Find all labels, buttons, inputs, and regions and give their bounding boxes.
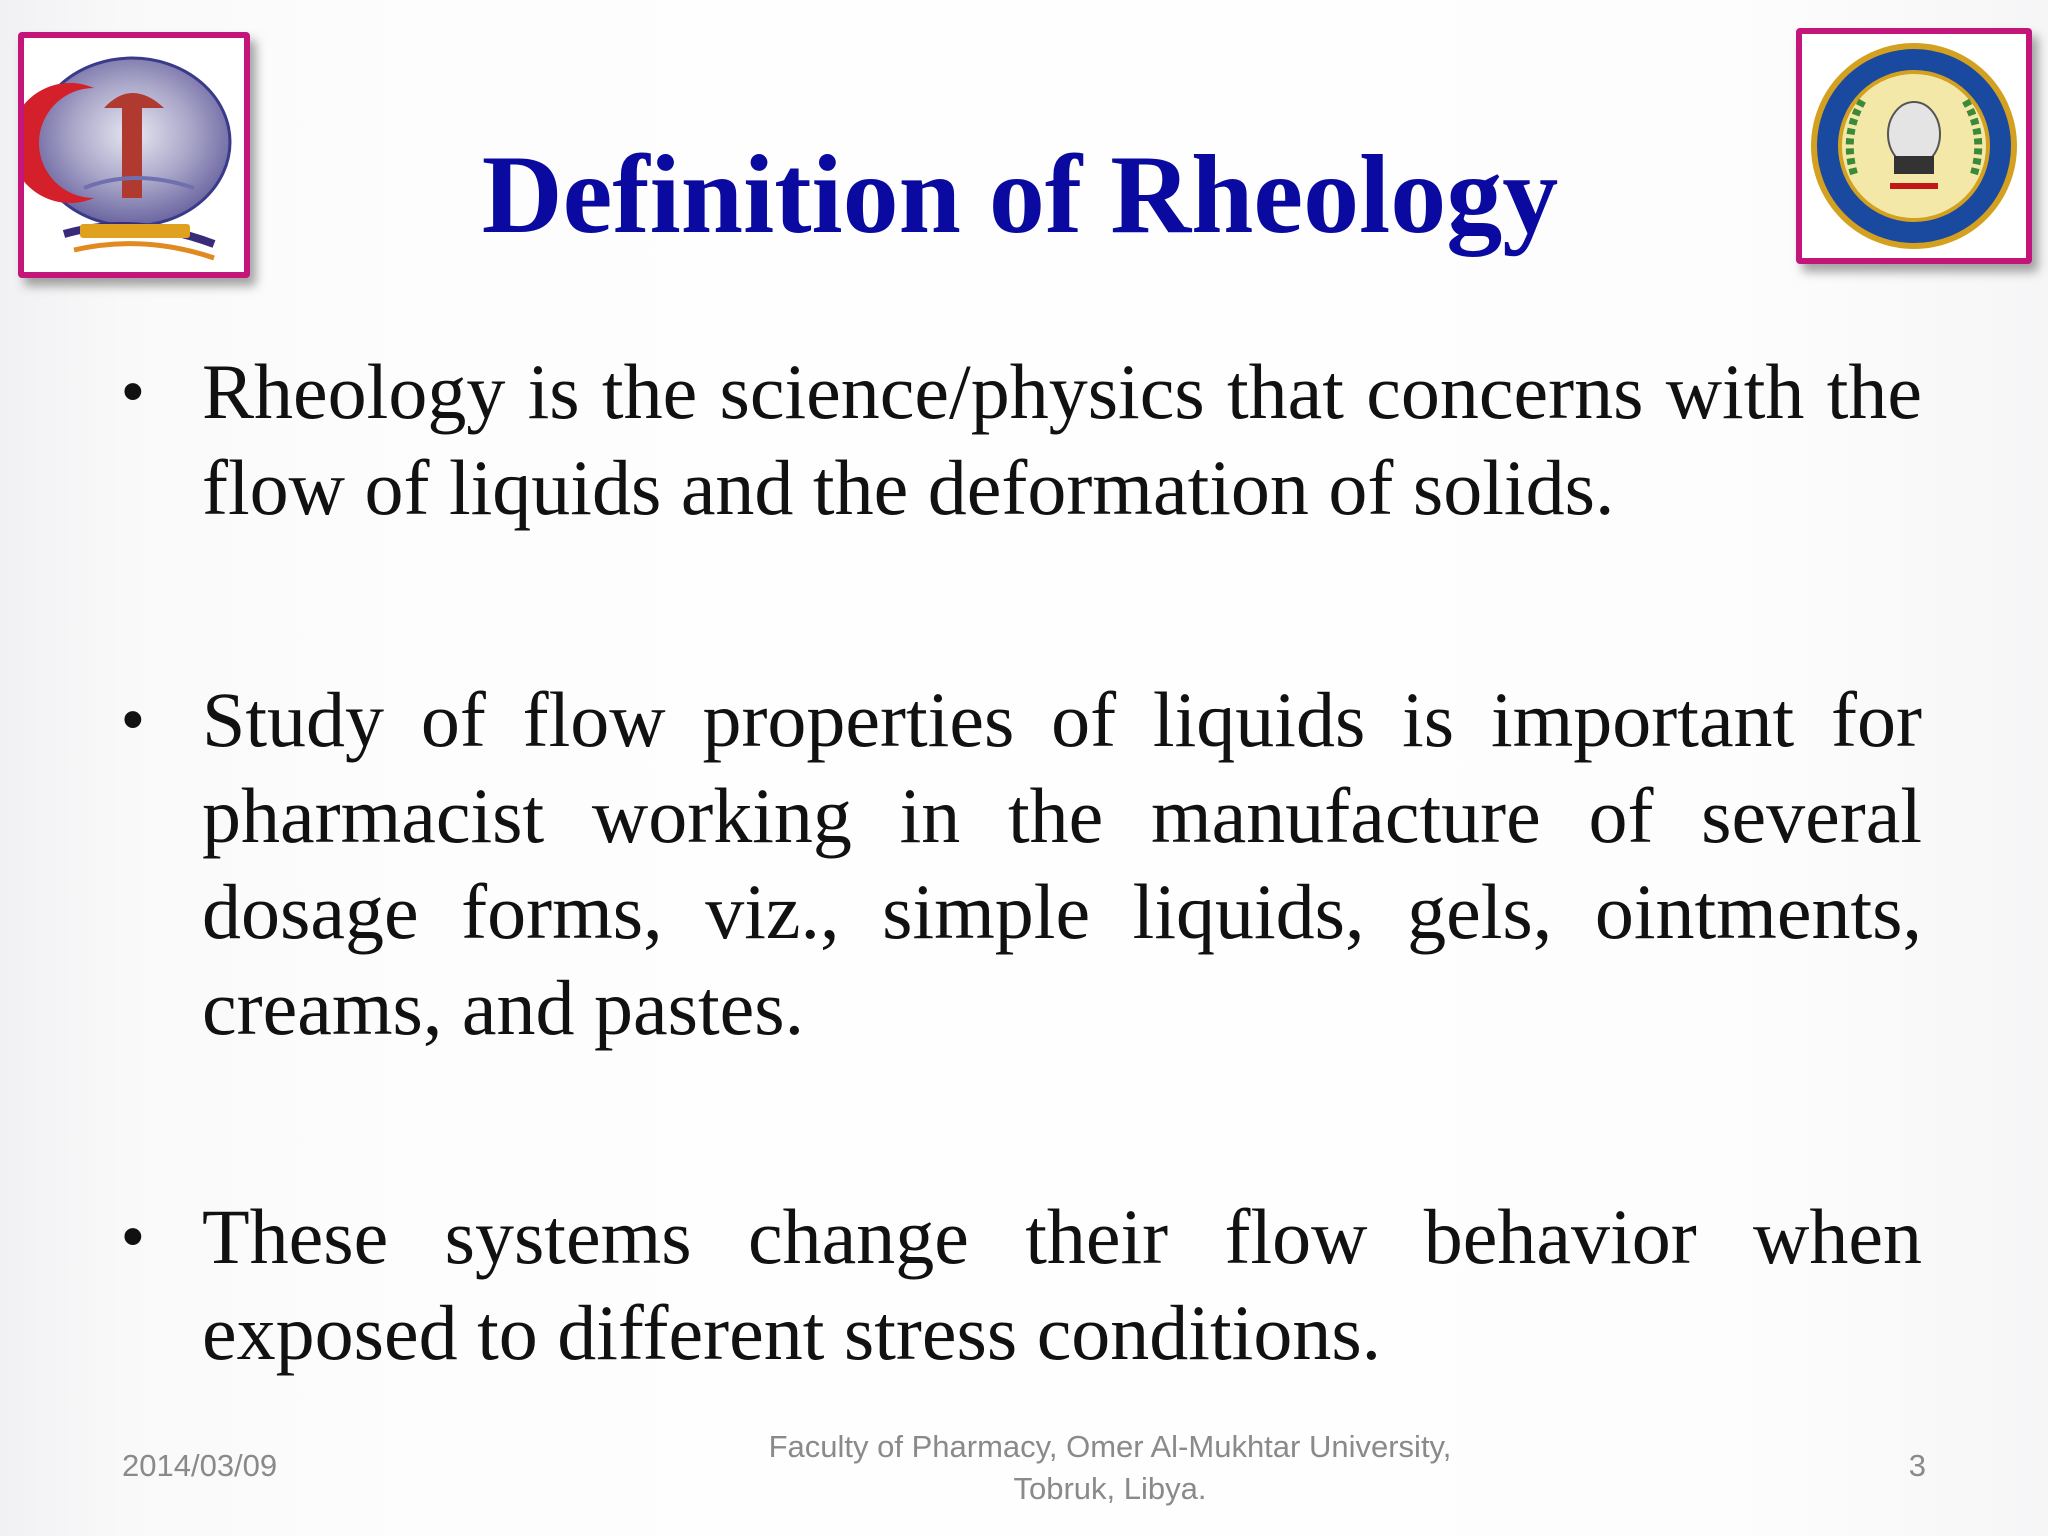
university-seal-icon xyxy=(1802,34,2026,258)
bullet-text: These systems change their flow behavior when exposed to different stress conditions. xyxy=(202,1193,1922,1376)
footer-affiliation-line2: Tobruk, Libya. xyxy=(1013,1471,1207,1506)
university-seal-logo xyxy=(1796,28,2032,264)
bullet-icon: • xyxy=(122,357,144,426)
bullet-text: Rheology is the science/physics that concerns with the flow of liquids and the deformation of solids. xyxy=(202,348,1922,531)
bullet-text: Study of flow properties of liquids is important for pharmacist working in the manufacture of several dosage forms, viz., simple liquids, gels, ointments, creams, and pastes. xyxy=(202,676,1922,1051)
slide-title: Definition of Rheology xyxy=(481,133,1559,257)
faculty-emblem-logo xyxy=(18,32,250,278)
footer-affiliation-line1: Faculty of Pharmacy, Omer Al-Mukhtar University, xyxy=(768,1429,1452,1464)
footer-date: 2014/03/09 xyxy=(122,1448,278,1483)
bullet-icon: • xyxy=(122,1202,144,1271)
faculty-emblem-icon xyxy=(24,38,244,272)
footer-affiliation xyxy=(660,1426,1560,1510)
bullet-icon: • xyxy=(122,685,144,754)
page-number: 3 xyxy=(1908,1448,1926,1483)
